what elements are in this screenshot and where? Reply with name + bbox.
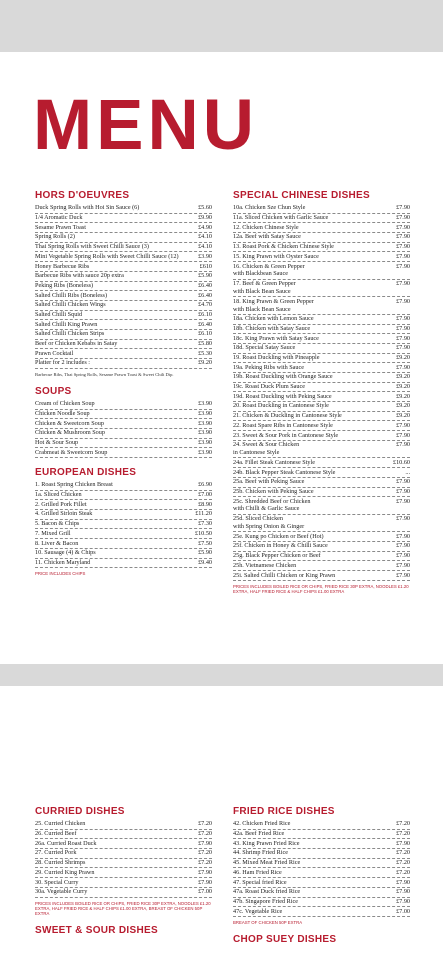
menu-item-price: £7.20: [396, 868, 410, 876]
menu-item-price: £3.90: [198, 409, 212, 417]
menu-item-name: 25g. Black Pepper Chicken or Beef: [233, 552, 321, 560]
menu-item-name: 25a. Beef with Peking Sauce: [233, 478, 305, 486]
menu-item: [35, 214, 212, 224]
menu-item-price: £3.90: [198, 252, 212, 260]
menu-item-name: 30. Special Curry: [35, 878, 79, 886]
menu-item: [233, 441, 410, 459]
menu-item-name: Chicken & Mushroom Soup: [35, 429, 105, 437]
menu-item-price: £7.90: [396, 280, 410, 288]
menu-item: [233, 552, 410, 562]
menu-item: [233, 280, 410, 298]
menu-item-name: 25i. Salted Chilli Chicken or King Prawn: [233, 571, 336, 579]
menu-item-name: 20. Roast Duckling in Cantonese Style: [233, 402, 329, 410]
menu-item-price: £9.20: [396, 412, 410, 420]
menu-item-price: £8.90: [198, 500, 212, 508]
menu-item-price: £7.90: [198, 839, 212, 847]
menu-item-price: £7.90: [396, 315, 410, 323]
menu-item-price: £7.90: [396, 515, 410, 523]
menu-item-price: £7.30: [198, 520, 212, 528]
menu-item: [35, 491, 212, 501]
menu-item-price: £610: [199, 262, 212, 270]
menu-item-price: £3.90: [198, 419, 212, 427]
section-note: Barbecue Ribs, Thai Spring Rolls, Sesame Prawn Toast & Sweet Chili Dip.: [35, 371, 174, 377]
menu-item-price: £7.90: [198, 868, 212, 876]
menu-item-name: 19. Roast Duckling with Pineapple: [233, 354, 320, 362]
menu-item-name: 12. Chicken Chinese Style: [233, 223, 299, 231]
menu-item-name: 47c. Vegetable Rice: [233, 907, 283, 915]
menu-item-price: £9.20: [396, 354, 410, 362]
menu-item-name: 24a. Fillet Steak Cantonese Style: [233, 458, 315, 466]
menu-item: [35, 349, 212, 359]
menu-item-name: 23. Sweet & Sour Pork in Cantonese Style: [233, 431, 339, 439]
menu-item-price: £7.20: [396, 820, 410, 828]
menu-item-name: Prawn Cocktail: [35, 349, 74, 357]
menu-item-price: £5.60: [198, 204, 212, 212]
menu-item-name: 46. Ham Fried Rice: [233, 868, 282, 876]
menu-item: [233, 354, 410, 364]
menu-item-price: £6.10: [198, 310, 212, 318]
menu-item: [233, 431, 410, 441]
menu-item-price: ...: [405, 468, 410, 476]
menu-item: [233, 214, 410, 224]
menu-item-name: 42a. Beef Fried Rice: [233, 830, 285, 838]
menu-item-name: 47b. Singapore Fried Rice: [233, 897, 298, 905]
menu-item-price: £7.90: [396, 344, 410, 352]
menu-item-price: £7.90: [396, 571, 410, 579]
menu-item: [233, 497, 410, 515]
menu-item-name: 25f. Chicken in Honey & Chilli Sauce: [233, 542, 328, 550]
menu-item-name: 25d. Sliced Chicken with Spring Onion & Ginger: [233, 515, 305, 531]
menu-item-name: 12a. Beef with Satay Sauce: [233, 233, 301, 241]
menu-item-name: 19b. Roast Duckling with Orange Sauce: [233, 373, 333, 381]
menu-item: [233, 859, 410, 869]
menu-item: [35, 301, 212, 311]
menu-item-name: 1. Roast Spring Chicken Breast: [35, 481, 113, 489]
menu-item-price: £7.90: [396, 878, 410, 886]
menu-item-price: £7.90: [396, 532, 410, 540]
menu-item-price: £7.90: [396, 561, 410, 569]
section-heading: EUROPEAN DISHES: [35, 467, 137, 479]
menu-item: [35, 559, 212, 569]
menu-item-name: 13. Roast Pork & Chicken Chinese Style: [233, 243, 334, 251]
menu-item: [233, 223, 410, 233]
menu-item-price: £7.00: [396, 907, 410, 915]
menu-item-name: Barbecue Ribs with sauce 20p extra: [35, 272, 124, 280]
menu-item: [35, 340, 212, 350]
menu-item-price: £4.10: [198, 243, 212, 251]
menu-item: [233, 878, 410, 888]
menu-item: [233, 907, 410, 917]
menu-item-price: £7.90: [396, 839, 410, 847]
menu-item-name: 21. Chicken & Duckling in Cantonese Style: [233, 412, 342, 420]
menu-item: [233, 392, 410, 402]
menu-item-name: Salted Chilli Chicken Wings: [35, 301, 106, 309]
menu-item-price: £7.90: [396, 421, 410, 429]
menu-item: [35, 429, 212, 439]
menu-item-price: £7.90: [396, 552, 410, 560]
menu-item-price: £6.40: [198, 291, 212, 299]
menu-item-price: £7.90: [396, 243, 410, 251]
menu-item-name: 10a. Chicken Sze Chun Style: [233, 204, 306, 212]
menu-item-list: [35, 400, 212, 458]
menu-item-name: 45. Mixed Meat Fried Rice: [233, 859, 301, 867]
menu-item-price: £7.90: [396, 478, 410, 486]
menu-item-price: £5.90: [198, 272, 212, 280]
menu-item-name: 30a. Vegetable Curry: [35, 888, 88, 896]
menu-item: [233, 542, 410, 552]
menu-item: [35, 252, 212, 262]
menu-item-list: [35, 481, 212, 568]
menu-item-price: £4.70: [198, 301, 212, 309]
menu-item: [233, 412, 410, 422]
menu-item-name: 24. Sweet & Sour Chicken in Cantonese Style: [233, 441, 300, 457]
menu-item: [35, 320, 212, 330]
menu-title: MENU: [33, 86, 259, 165]
menu-item-name: 47a. Roast Duck fried Rice: [233, 888, 301, 896]
menu-item-name: 22. Roast Spare Ribs in Cantonese Style: [233, 421, 333, 429]
menu-item-price: £7.90: [396, 497, 410, 505]
menu-item-name: Platter for 2 includes :: [35, 359, 90, 367]
menu-item-name: 26a. Curried Roast Duck: [35, 839, 97, 847]
menu-item-name: 18c. King Prawn with Satay Sauce: [233, 334, 319, 342]
menu-item-price: £7.90: [396, 487, 410, 495]
menu-item-price: £9.20: [396, 392, 410, 400]
menu-item-price: £9.20: [396, 373, 410, 381]
menu-item: [35, 529, 212, 539]
menu-item: [233, 402, 410, 412]
menu-item: [35, 419, 212, 429]
menu-item-price: £7.20: [198, 820, 212, 828]
menu-item: [233, 297, 410, 315]
section-heading: HORS D'OEUVRES: [35, 190, 130, 201]
menu-item-price: £9.20: [396, 402, 410, 410]
menu-item-price: £10.50: [194, 529, 212, 537]
menu-item: [35, 272, 212, 282]
menu-item-price: £7.90: [396, 542, 410, 550]
menu-item-name: 11a. Sliced Chicken with Garlic Sauce: [233, 214, 329, 222]
menu-item-name: 24b. Black Pepper Steak Cantonese Style: [233, 468, 336, 476]
menu-item-price: £4.10: [198, 233, 212, 241]
menu-item-name: Beef or Chicken Kebabs in Satay: [35, 340, 118, 348]
menu-item: [233, 830, 410, 840]
menu-item-name: Peking Ribs (Boneless): [35, 281, 94, 289]
menu-item: [233, 315, 410, 325]
menu-item-name: Chicken Noodle Soup: [35, 409, 90, 417]
menu-item-name: Duck Spring Rolls with Hoi Sin Sauce (6): [35, 204, 140, 212]
section-heading: CHOP SUEY DISHES: [233, 934, 337, 946]
menu-item-price: £3.90: [198, 439, 212, 447]
section-heading: SOUPS: [35, 385, 72, 397]
menu-item: [35, 839, 212, 849]
menu-item-price: £7.90: [198, 878, 212, 886]
menu-item: [35, 520, 212, 530]
menu-item-price: £3.90: [198, 448, 212, 456]
menu-item-name: Cream of Chicken Soup: [35, 400, 95, 408]
menu-item-price: £7.20: [396, 830, 410, 838]
section-gap: [35, 377, 212, 386]
section-note: PRICES INCLUDES BOILED RICE OR CHIPS, FRIED RICE 30P EXTRA, NOODLES £1.20 EXTRA, HALF FRIED RICE & HALF CHIPS £1.00 EXTRA, BREAST OF CHICKEN 50P EXTRA: [35, 900, 211, 916]
menu-page-2: [0, 686, 443, 966]
menu-item-name: 18a. Chicken with Lemon Sauce: [233, 315, 314, 323]
menu-item-name: 27. Curried Pork: [35, 849, 77, 857]
section-heading: SPECIAL CHINESE DISHES: [233, 190, 371, 201]
menu-item-name: 7. Mixed Grill: [35, 529, 71, 537]
menu-item: [233, 252, 410, 262]
menu-item: [233, 888, 410, 898]
menu-item-price: £3.90: [198, 400, 212, 408]
menu-item: [233, 515, 410, 533]
menu-item-price: £7.90: [396, 363, 410, 371]
menu-item: [233, 458, 410, 468]
menu-item-name: 29. Curried King Prawn: [35, 868, 95, 876]
section-heading: SWEET & SOUR DISHES: [35, 925, 158, 937]
menu-item-price: £6.40: [198, 320, 212, 328]
menu-item-list: [35, 204, 212, 369]
menu-item-name: 11. Chicken Maryland: [35, 558, 91, 566]
menu-item-name: 47. Special fried Rice: [233, 878, 287, 886]
menu-item-price: £9.20: [198, 359, 212, 367]
menu-item-price: £7.90: [396, 214, 410, 222]
menu-item-price: £9.90: [198, 214, 212, 222]
menu-item-name: 15. King Prawn with Oyster Sauce: [233, 252, 319, 260]
menu-item: [233, 243, 410, 253]
menu-item-name: 1/4 Aromatic Duck: [35, 214, 83, 222]
menu-item-price: £6.90: [198, 481, 212, 489]
menu-item-name: Hot & Sour Soup: [35, 439, 79, 447]
menu-item-price: £7.20: [198, 830, 212, 838]
menu-item-price: £9.40: [198, 558, 212, 566]
menu-item-price: £7.90: [396, 233, 410, 241]
menu-item-price: £6.10: [198, 330, 212, 338]
menu-item: [35, 481, 212, 491]
section-note: PRICES INCLUDES BOILED RICE OR CHIPS, FRIED RICE 30P EXTRA, NOODLES £1.20 EXTRA, HALF FRIED RICE & HALF CHIPS £1.00 EXTRA: [233, 583, 409, 595]
menu-item: [233, 898, 410, 908]
left-column-page-2: [35, 806, 212, 939]
menu-item-price: £5.90: [198, 549, 212, 557]
menu-item-price: £7.20: [396, 859, 410, 867]
menu-item: [35, 410, 212, 420]
menu-item-price: £7.90: [396, 431, 410, 439]
menu-item: [233, 344, 410, 354]
menu-item: [233, 478, 410, 488]
menu-item: [35, 878, 212, 888]
menu-item-price: £6.40: [198, 281, 212, 289]
menu-item: [35, 849, 212, 859]
menu-item-price: £4.90: [198, 223, 212, 231]
section-heading: FRIED RICE DISHES: [233, 806, 335, 817]
menu-item-price: £11.20: [195, 510, 212, 518]
menu-item-name: Salted Chilli King Prawn: [35, 320, 98, 328]
menu-item-price: £7.90: [396, 204, 410, 212]
menu-item: [35, 262, 212, 272]
menu-item-name: 8. Liver & Bacon: [35, 539, 79, 547]
menu-item-price: £7.90: [396, 888, 410, 896]
menu-item: [35, 820, 212, 830]
section-heading: CURRIED DISHES: [35, 806, 125, 817]
menu-item-price: £7.90: [396, 334, 410, 342]
menu-item: [233, 561, 410, 571]
menu-item-name: 25. Curried Chicken: [35, 820, 86, 828]
menu-item-price: £7.90: [396, 252, 410, 260]
menu-item-price: £7.00: [198, 491, 212, 499]
menu-item-name: Sesame Prawn Toast: [35, 223, 87, 231]
menu-item-list: [233, 204, 410, 581]
menu-item: [35, 500, 212, 510]
menu-item-list: [233, 820, 410, 917]
menu-item: [35, 439, 212, 449]
menu-item-name: Salted Chilli Squid: [35, 310, 83, 318]
menu-item: [233, 383, 410, 393]
menu-item: [233, 421, 410, 431]
menu-item: [233, 849, 410, 859]
menu-item-name: 42. Chicken Fried Rice: [233, 820, 291, 828]
menu-item: [35, 868, 212, 878]
section-gap: [233, 925, 410, 934]
menu-item-price: £10.60: [392, 458, 410, 466]
menu-item-name: Salted Chilli Ribs (Boneless): [35, 291, 108, 299]
left-column: [35, 190, 212, 576]
menu-item: [35, 859, 212, 869]
menu-item: [35, 243, 212, 253]
menu-item-name: 44. Shrimp Fried Rice: [233, 849, 288, 857]
menu-item: [233, 571, 410, 581]
menu-item: [233, 468, 410, 478]
menu-item-name: 26. Curried Beef: [35, 830, 77, 838]
section-gap: [35, 458, 212, 467]
menu-item: [35, 539, 212, 549]
menu-item-price: £5.30: [198, 349, 212, 357]
menu-item-name: 18. King Prawn & Green Pepper with Black Bean Sauce: [233, 297, 314, 313]
menu-page-1: [0, 52, 443, 664]
menu-item: [35, 291, 212, 301]
menu-item-name: Chicken & Sweetcorn Soup: [35, 419, 104, 427]
menu-item-name: 1a. Sliced Chicken: [35, 491, 82, 499]
menu-item-name: 18d. Special Satay Sauce: [233, 344, 296, 352]
menu-item-price: £7.90: [396, 897, 410, 905]
menu-item: [233, 868, 410, 878]
menu-item: [35, 359, 212, 369]
menu-item: [233, 363, 410, 373]
menu-item-name: 25b. Chicken with Peking Sauce: [233, 487, 314, 495]
menu-item-price: £7.90: [396, 297, 410, 305]
menu-item-price: £7.20: [198, 859, 212, 867]
menu-item: [35, 400, 212, 410]
menu-item: [233, 820, 410, 830]
section-note: PRICE INCLUDES CHIPS: [35, 571, 86, 577]
menu-item-name: 25c. Shredded Beef or Chicken with Chilli & Garlic Sauce: [233, 497, 311, 513]
menu-item-price: £7.00: [198, 888, 212, 896]
menu-item-price: £7.20: [396, 849, 410, 857]
menu-item-name: 25h. Vietnamese Chicken: [233, 561, 297, 569]
menu-item-name: Crabmeat & Sweetcorn Soup: [35, 448, 108, 456]
menu-item-name: Spring Rolls (2): [35, 233, 75, 241]
menu-item: [35, 549, 212, 559]
menu-item: [35, 830, 212, 840]
menu-item-name: Mini Vegetable Spring Rolls with Sweet Chilli Sauce (12): [35, 252, 179, 260]
menu-item-name: 5. Bacon & Chips: [35, 520, 80, 528]
section-gap: [35, 916, 212, 925]
menu-item: [35, 888, 212, 898]
menu-item: [35, 330, 212, 340]
menu-item: [35, 233, 212, 243]
menu-item: [35, 448, 212, 458]
menu-item-name: 2. Grilled Pork Fillet: [35, 500, 87, 508]
menu-item-name: 18b. Chicken with Satay Sauce: [233, 324, 311, 332]
menu-item-price: £7.90: [396, 441, 410, 449]
menu-item-price: £7.90: [396, 223, 410, 231]
menu-item-price: £3.90: [198, 429, 212, 437]
menu-item-price: £7.50: [198, 539, 212, 547]
menu-item: [35, 311, 212, 321]
menu-item: [233, 839, 410, 849]
menu-item: [233, 325, 410, 335]
menu-item-price: £7.90: [396, 262, 410, 270]
menu-item: [233, 233, 410, 243]
menu-item: [35, 510, 212, 520]
menu-item-name: 10. Sausage (4) & Chips: [35, 549, 96, 557]
menu-item-name: Honey Barbecue Ribs: [35, 262, 90, 270]
menu-item-name: 43. King Prawn Fried Rice: [233, 839, 300, 847]
menu-item-price: £9.20: [396, 383, 410, 391]
menu-item-name: 19a. Peking Ribs with Sauce: [233, 363, 304, 371]
menu-item-list: [35, 820, 212, 898]
menu-item-price: £5.80: [198, 340, 212, 348]
menu-item-name: 17. Beef & Green Pepper with Black Bean Sauce: [233, 280, 296, 296]
menu-item: [233, 488, 410, 498]
menu-item-name: 19c. Roast Duck Plum Sauce: [233, 383, 306, 391]
menu-item-name: 28. Curried Shrimps: [35, 859, 86, 867]
right-column: [233, 190, 410, 594]
menu-item-price: £7.90: [396, 324, 410, 332]
right-column-page-2: [233, 806, 410, 948]
menu-item-name: 19d. Roast Duckling with Peking Sauce: [233, 392, 332, 400]
menu-item: [35, 223, 212, 233]
menu-item: [233, 373, 410, 383]
section-note: BREAST OF CHICKEN 50P EXTRA: [233, 919, 303, 925]
menu-item-name: 16. Chicken & Green Pepper with Blackbean Sauce: [233, 262, 305, 278]
menu-item: [35, 204, 212, 214]
menu-item: [35, 282, 212, 292]
menu-item: [233, 204, 410, 214]
menu-item-name: 25e. Kung po Chicken or Beef (Hot): [233, 532, 324, 540]
menu-item-name: 4. Grilled Sirloin Steak: [35, 510, 93, 518]
menu-item-name: Thai Spring Rolls with Sweet Chilli Sauce (3): [35, 243, 149, 251]
menu-item-price: £7.20: [198, 849, 212, 857]
menu-item-name: Salted Chilli Chicken Strips: [35, 330, 105, 338]
menu-item: [233, 262, 410, 280]
menu-item: [233, 532, 410, 542]
menu-item: [233, 334, 410, 344]
